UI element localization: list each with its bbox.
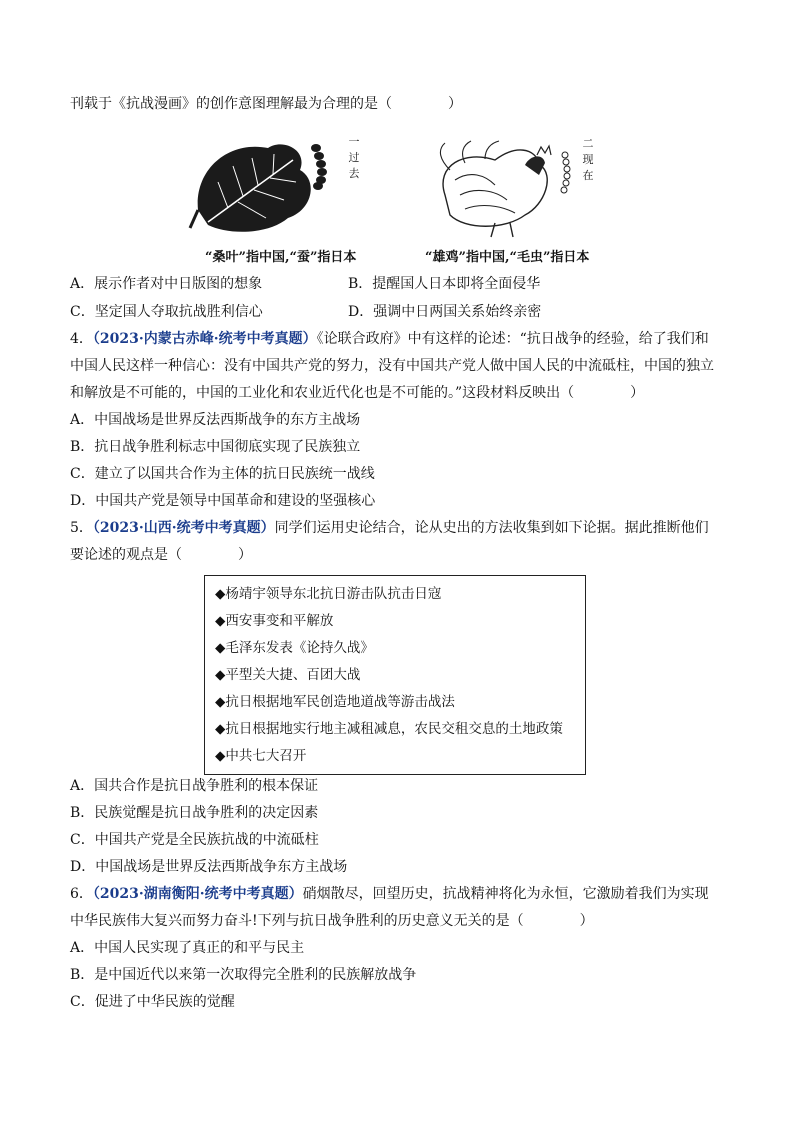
q4-option-a[interactable]: A．中国战场是世界反法西斯战争的东方主战场 — [70, 412, 361, 428]
q6-source: （2023·湖南衡阳·统考中考真题） — [92, 886, 303, 902]
q3-option-b[interactable]: B．提醒国人日本即将全面侵华 — [348, 276, 541, 292]
q6-option-c[interactable]: C．促进了中华民族的觉醒 — [70, 994, 235, 1010]
q6-number: 6． — [70, 886, 93, 902]
cartoon-past-caption: “桑叶”指中国,“蚕”指日本 — [205, 250, 357, 265]
q3-option-d[interactable]: D．强调中日两国关系始终亲密 — [348, 304, 542, 320]
q5-option-c[interactable]: C．中国共产党是全民族抗战的中流砥柱 — [70, 832, 319, 848]
past-label-char-2: 过 — [348, 151, 360, 164]
evidence-item: ◆抗日根据地军民创造地道战等游击战法 — [215, 694, 455, 710]
q5-source: （2023·山西·统考中考真题） — [92, 520, 275, 536]
q4-stem-line3: 和解放是不可能的，中国的工业化和农业近代化也是不可能的。”这段材料反映出（ ） — [70, 385, 645, 401]
q4-option-d[interactable]: D．中国共产党是领导中国革命和建设的坚强核心 — [70, 493, 376, 509]
q6-stem-text: 硝烟散尽，回望历史，抗战精神将化为永恒，它激励着我们为实现 — [302, 886, 709, 902]
evidence-item: ◆抗日根据地实行地主减租减息，农民交租交息的土地政策 — [215, 721, 563, 737]
rooster-caterpillar-illustration — [425, 135, 585, 240]
evidence-item: ◆西安事变和平解放 — [215, 613, 334, 629]
q5-number: 5． — [70, 520, 93, 536]
mulberry-leaf-silkworm-illustration — [188, 130, 348, 240]
present-label-char-1: 二 — [582, 137, 594, 150]
present-label-char-2: 现 — [582, 153, 594, 166]
q5-stem-line1 — [70, 518, 709, 538]
past-label-char-1: 一 — [348, 135, 360, 148]
q3-stem: 刊载于《抗战漫画》的创作意图理解最为合理的是（ ） — [70, 96, 462, 112]
q4-stem-line1 — [70, 329, 709, 349]
q4-source: （2023·内蒙古赤峰·统考中考真题） — [92, 331, 317, 347]
q5-option-a[interactable]: A．国共合作是抗日战争胜利的根本保证 — [70, 778, 319, 794]
evidence-item: ◆平型关大捷、百团大战 — [215, 667, 361, 683]
q4-option-b[interactable]: B．抗日战争胜利标志中国彻底实现了民族独立 — [70, 439, 361, 455]
evidence-item: ◆杨靖宇领导东北抗日游击队抗击日寇 — [215, 586, 442, 602]
evidence-item: ◆中共七大召开 — [215, 748, 307, 764]
q5-option-b[interactable]: B．民族觉醒是抗日战争胜利的决定因素 — [70, 805, 319, 821]
q5-stem-line2: 要论述的观点是（ ） — [70, 547, 252, 563]
past-label-char-3: 去 — [348, 167, 360, 180]
q4-number: 4． — [70, 331, 93, 347]
evidence-box — [204, 575, 586, 775]
q5-option-d[interactable]: D．中国战场是世界反法西斯战争东方主战场 — [70, 859, 348, 875]
evidence-item: ◆毛泽东发表《论持久战》 — [215, 640, 374, 656]
q6-option-b[interactable]: B．是中国近代以来第一次取得完全胜利的民族解放战争 — [70, 967, 417, 983]
q6-stem-line2: 中华民族伟大复兴而努力奋斗!下列与抗日战争胜利的历史意义无关的是（ ） — [70, 913, 594, 929]
q6-option-a[interactable]: A．中国人民实现了真正的和平与民主 — [70, 940, 305, 956]
q5-stem-text: 同学们运用史论结合，论从史出的方法收集到如下论据。据此推断他们 — [274, 520, 709, 536]
present-label-char-3: 在 — [582, 169, 594, 182]
q6-stem-line1 — [70, 884, 709, 904]
q4-option-c[interactable]: C．建立了以国共合作为主体的抗日民族统一战线 — [70, 466, 375, 482]
q4-stem-text: 《论联合政府》中有这样的论述：“抗日战争的经验，给了我们和 — [316, 331, 709, 347]
cartoon-present-caption: “雄鸡”指中国,“毛虫”指日本 — [425, 250, 590, 265]
q4-stem-line2: 中国人民这样一种信心：没有中国共产党的努力，没有中国共产党人做中国人民的中流砥柱，中国的独立 — [70, 358, 714, 374]
q3-option-c[interactable]: C．坚定国人夺取抗战胜利信心 — [70, 304, 263, 320]
q3-option-a[interactable]: A．展示作者对中日版图的想象 — [70, 276, 263, 292]
